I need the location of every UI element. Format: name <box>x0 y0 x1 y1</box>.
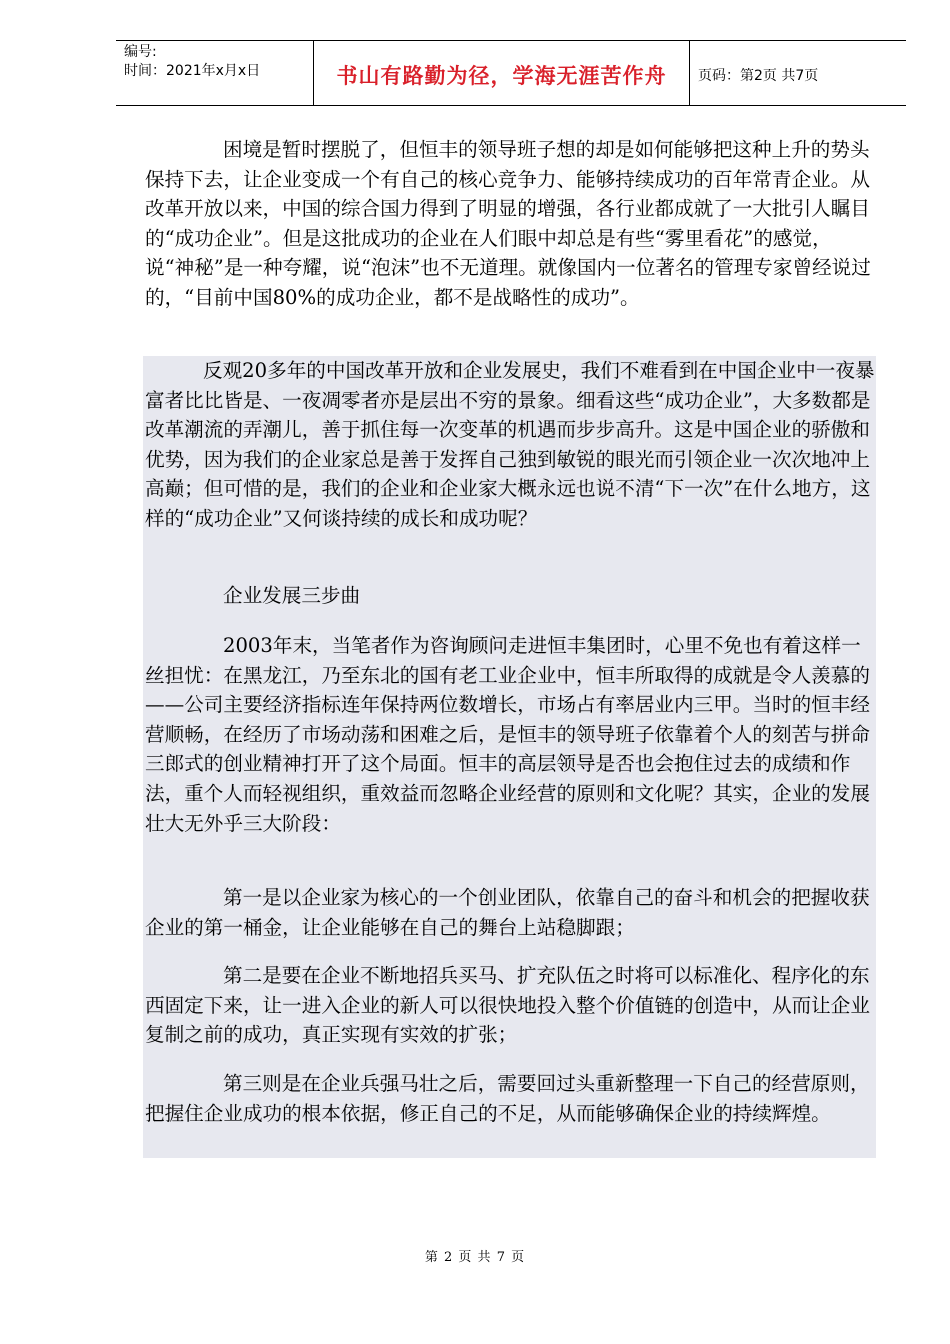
page-header <box>116 40 906 106</box>
paragraph-5: 第二是要在企业不断地招兵买马、扩充队伍之时将可以标准化、程序化的东西固定下来，让一进入企业的新人可以很快地投入整个价值链的创造中，从而让企业复制之前的成功，真正实现有实效的扩张； <box>145 964 870 1047</box>
header-meta <box>116 41 314 105</box>
paragraph-1: 困境是暂时摆脱了，但恒丰的领导班子想的却是如何能够把这种上升的势头保持下去，让企业变成一个有自己的核心竞争力、能够持续成功的百年常青企业。从改革开放以来，中国的综合国力得到了明显的增强，各行业都成就了一大批引人瞩目的“成功企业”。但是这批成功的企业在人们眼中却总是有些“雾里看花”的感觉，说“神秘”是一种夸耀，说“泡沫”也不无道理。就像国内一位著名的管理专家曾经说过的，“目前中国80%的成功企业，都不是战略性的成功”。 <box>145 138 871 309</box>
paragraph-4: 第一是以企业家为核心的一个创业团队，依靠自己的奋斗和机会的把握收获企业的第一桶金，让企业能够在自己的舞台上站稳脚跟； <box>145 886 870 939</box>
paragraph-3: 2003年末，当笔者作为咨询顾问走进恒丰集团时，心里不免也有着这样一丝担忧：在黑龙江，乃至东北的国有老工业企业中，恒丰所取得的成就是令人羡慕的——公司主要经济指标连年保持两位数增长，市场占有率居业内三甲。当时的恒丰经营顺畅，在经历了市场动荡和困难之后，是恒丰的领导班子依靠着个人的刻苦与拼命三郎式的创业精神打开了这个局面。恒丰的高层领导是否也会抱住过去的成绩和作法，重个人而轻视组织，重效益而忽略企业经营的原则和文化呢？其实，企业的发展壮大无外乎三大阶段： <box>145 634 870 835</box>
document-number-label: 编号: <box>124 44 157 60</box>
page-footer: 第 2 页 共 7 页 <box>424 1250 526 1265</box>
paragraph-6: 第三则是在企业兵强马壮之后，需要回过头重新整理一下自己的经营原则，把握住企业成功的根本依据，修正自己的不足，从而能够确保企业的持续辉煌。 <box>145 1072 870 1125</box>
document-time-label: 时间：2021年x月x日 <box>124 63 261 79</box>
section-heading: 企业发展三步曲 <box>223 584 361 607</box>
header-page-info: 页码：第2页 共7页 <box>698 68 819 84</box>
header-motto: 书山有路勤为径，学海无涯苦作舟 <box>314 41 690 105</box>
paragraph-2: 反观20多年的中国改革开放和企业发展史，我们不难看到在中国企业中一夜暴富者比比皆是、一夜凋零者亦是层出不穷的景象。细看这些“成功企业”，大多数都是改革潮流的弄潮儿，善于抓住每一次变革的机遇而步步高升。这是中国企业的骄傲和优势，因为我们的企业家总是善于发挥自己独到敏锐的眼光而引领企业一次次地冲上高巅；但可惜的是，我们的企业和企业家大概永远也说不清“下一次”在什么地方，这样的“成功企业”又何谈持续的成长和成功呢？ <box>145 359 875 530</box>
